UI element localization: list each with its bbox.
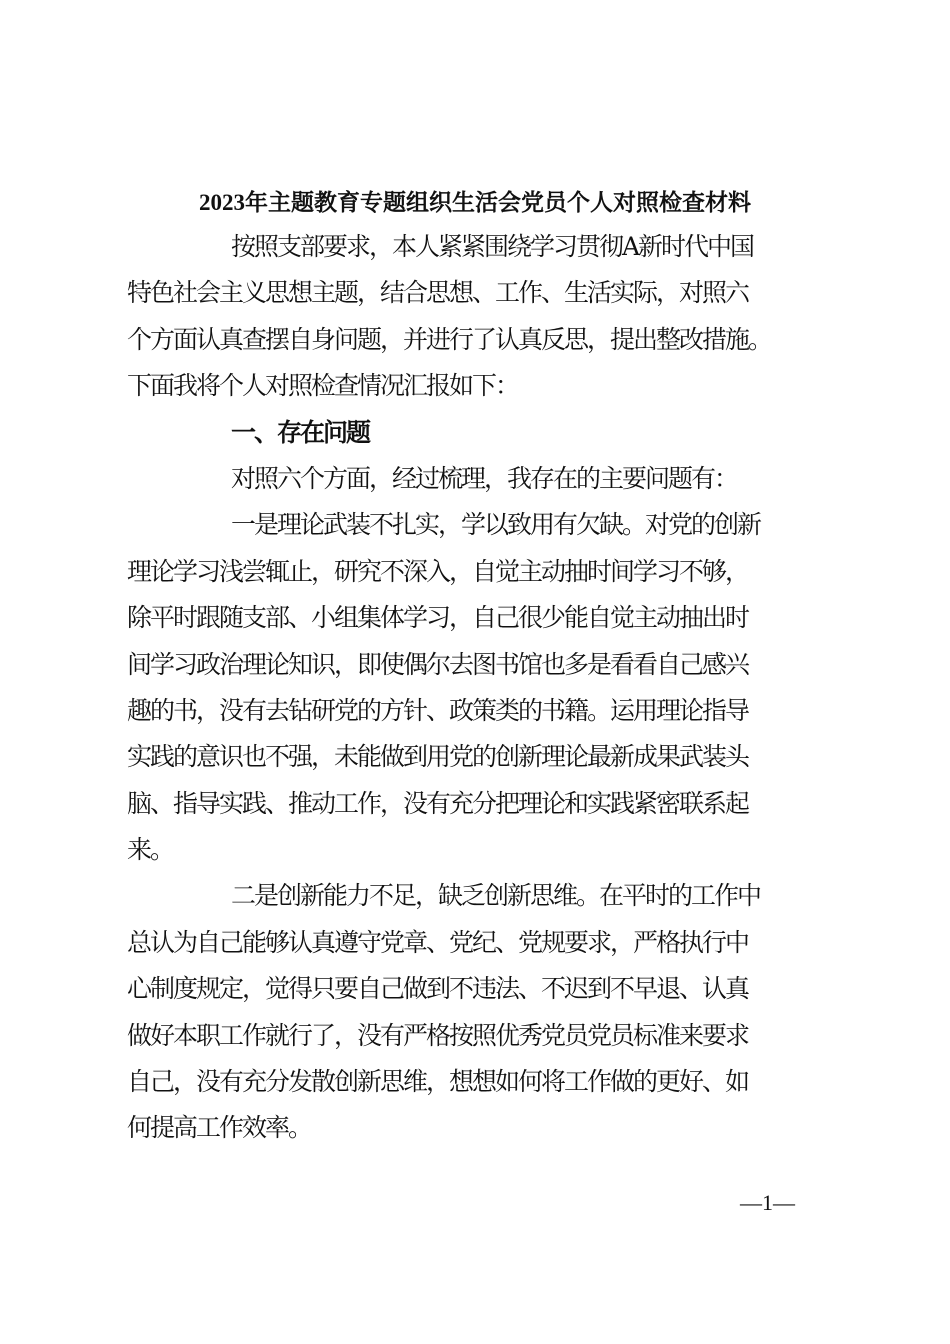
document-body (127, 224, 847, 1152)
page-number: —1— (740, 1190, 795, 1215)
text-line: 自己，没有充分发散创新思维，想想如何将工作做的更好、如 (127, 1067, 749, 1097)
text-line: 个方面认真查摆自身问题，并进行了认真反思，提出整改措施。 (127, 324, 772, 354)
section-heading (127, 410, 847, 456)
text-line: 对照六个方面，经过梳理，我存在的主要问题有： (231, 463, 738, 493)
text-line: 实践的意识也不强，未能做到用党的创新理论最新成果武装头 (127, 742, 749, 772)
text-line: 下面我将个人对照检查情况汇报如下： (127, 371, 519, 401)
text-line: 何提高工作效率。 (127, 1113, 312, 1143)
paragraph (127, 873, 847, 1151)
text-line: 来。 (127, 835, 174, 865)
text-line: 除平时跟随支部、小组集体学习，自己很少能自觉主动抽出时 (127, 603, 749, 633)
text-line: 一、存在问题 (231, 417, 370, 447)
text-line: 一是理论武装不扎实，学以致用有欠缺。对党的创新 (231, 510, 761, 540)
text-line: 二是创新能力不足，缺乏创新思维。在平时的工作中 (231, 881, 761, 911)
paragraph (127, 456, 847, 502)
paragraph (127, 224, 847, 410)
text-line: 特色社会主义思想主题，结合思想、工作、生活实际，对照六 (127, 278, 749, 308)
text-line: 趣的书，没有去钻研党的方针、政策类的书籍。运用理论指导 (127, 695, 749, 725)
document-title: 2023年主题教育专题组织生活会党员个人对照检查材料 (199, 190, 751, 215)
text-line: 理论学习浅尝辄止，研究不深入，自觉主动抽时间学习不够， (127, 556, 749, 586)
text-line: 脑、指导实践、推动工作，没有充分把理论和实践紧密联系起 (127, 788, 749, 818)
text-line: 总认为自己能够认真遵守党章、党纪、党规要求，严格执行中 (127, 927, 749, 957)
text-line: 做好本职工作就行了，没有严格按照优秀党员党员标准来要求 (127, 1020, 749, 1050)
text-line: 按照支部要求，本人紧紧围绕学习贯彻A新时代中国 (231, 232, 754, 261)
text-line: 心制度规定，觉得只要自己做到不违法、不迟到不早退、认真 (127, 974, 749, 1004)
paragraph (127, 502, 847, 873)
text-line: 间学习政治理论知识，即使偶尔去图书馆也多是看看自己感兴 (127, 649, 749, 679)
